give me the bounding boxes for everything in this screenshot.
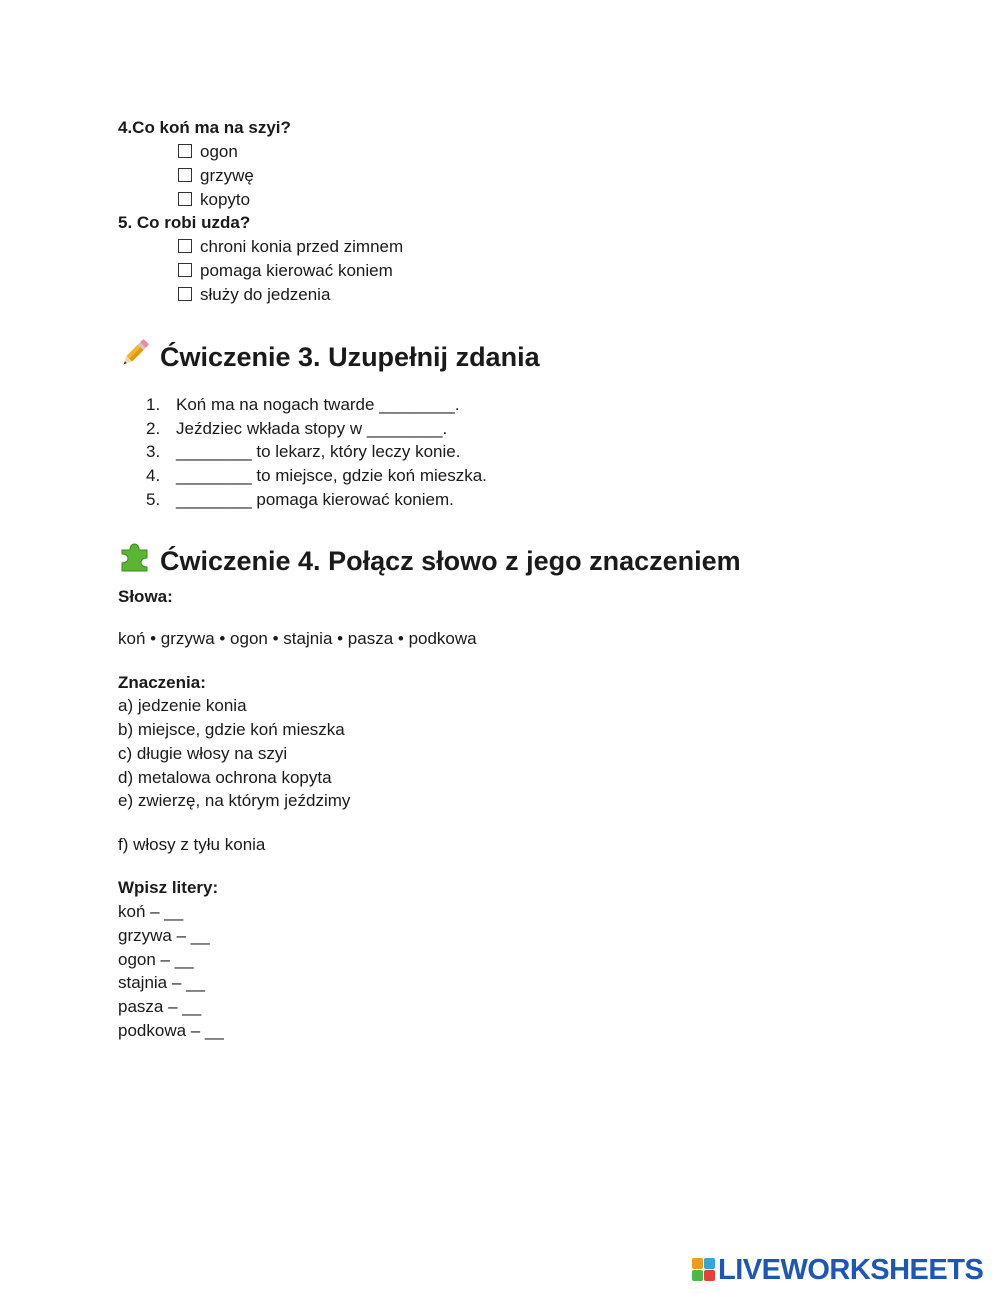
puzzle-icon — [118, 540, 152, 581]
question-4-option-b[interactable] — [178, 166, 254, 186]
answer-line[interactable]: ogon – __ — [118, 950, 194, 969]
answer-line[interactable]: grzywa – __ — [118, 926, 210, 945]
item-text: Jeździec wkłada stopy w ________. — [176, 419, 448, 438]
option-label: służy do jedzenia — [200, 285, 331, 304]
answer-line[interactable]: pasza – __ — [118, 997, 202, 1016]
exercise-4-heading-text: Ćwiczenie 4. Połącz słowo z jego znaczeniem — [160, 546, 741, 576]
exercise-3-heading-text: Ćwiczenie 3. Uzupełnij zdania — [160, 342, 540, 372]
option-label: grzywę — [200, 166, 254, 185]
question-5-option-b[interactable] — [178, 261, 393, 281]
exercise-3-item — [146, 395, 460, 415]
item-number: 1. — [146, 395, 161, 414]
answer-line[interactable]: podkowa – __ — [118, 1021, 224, 1040]
exercise-3-item — [146, 442, 460, 462]
item-number: 3. — [146, 442, 161, 461]
meaning-item: a) jedzenie konia — [118, 696, 247, 715]
answer-line[interactable]: koń – __ — [118, 902, 184, 921]
option-label: kopyto — [200, 190, 251, 209]
liveworksheets-blocks-icon — [692, 1258, 716, 1282]
checkbox-icon[interactable] — [178, 239, 192, 253]
checkbox-icon[interactable] — [178, 168, 192, 182]
question-4-title: 4.Co koń ma na szyi? — [118, 118, 291, 137]
answers-label: Wpisz litery: — [118, 878, 219, 897]
exercise-4-heading — [118, 540, 741, 581]
option-label: ogon — [200, 142, 238, 161]
words-list: koń • grzywa • ogon • stajnia • pasza • podkowa — [118, 629, 477, 648]
pencil-icon — [118, 336, 152, 377]
exercise-3-item — [146, 490, 454, 510]
item-number: 2. — [146, 419, 161, 438]
question-4-option-c[interactable] — [178, 190, 250, 210]
option-label: chroni konia przed zimnem — [200, 237, 404, 256]
meaning-item: f) włosy z tyłu konia — [118, 835, 266, 854]
item-text: ________ pomaga kierować koniem. — [176, 490, 454, 509]
liveworksheets-text: LIVEWORKSHEETS — [718, 1254, 984, 1286]
question-5-option-c[interactable] — [178, 285, 330, 305]
exercise-3-item — [146, 466, 487, 486]
item-text: ________ to miejsce, gdzie koń mieszka. — [176, 466, 487, 485]
meaning-item: c) długie włosy na szyi — [118, 744, 288, 763]
option-label: pomaga kierować koniem — [200, 261, 393, 280]
item-text: ________ to lekarz, który leczy konie. — [176, 442, 461, 461]
question-4-option-a[interactable] — [178, 142, 238, 162]
item-text: Koń ma na nogach twarde ________. — [176, 395, 460, 414]
words-label: Słowa: — [118, 587, 173, 606]
question-5-option-a[interactable] — [178, 237, 403, 257]
question-5-title: 5. Co robi uzda? — [118, 213, 251, 232]
meaning-item: e) zwierzę, na którym jeździmy — [118, 791, 351, 810]
checkbox-icon[interactable] — [178, 192, 192, 206]
item-number: 4. — [146, 466, 161, 485]
checkbox-icon[interactable] — [178, 144, 192, 158]
meaning-item: b) miejsce, gdzie koń mieszka — [118, 720, 345, 739]
exercise-3-heading — [118, 336, 540, 377]
checkbox-icon[interactable] — [178, 287, 192, 301]
item-number: 5. — [146, 490, 161, 509]
meaning-item: d) metalowa ochrona kopyta — [118, 768, 332, 787]
checkbox-icon[interactable] — [178, 263, 192, 277]
meanings-label: Znaczenia: — [118, 673, 206, 692]
answer-line[interactable]: stajnia – __ — [118, 973, 205, 992]
exercise-3-item — [146, 419, 447, 439]
